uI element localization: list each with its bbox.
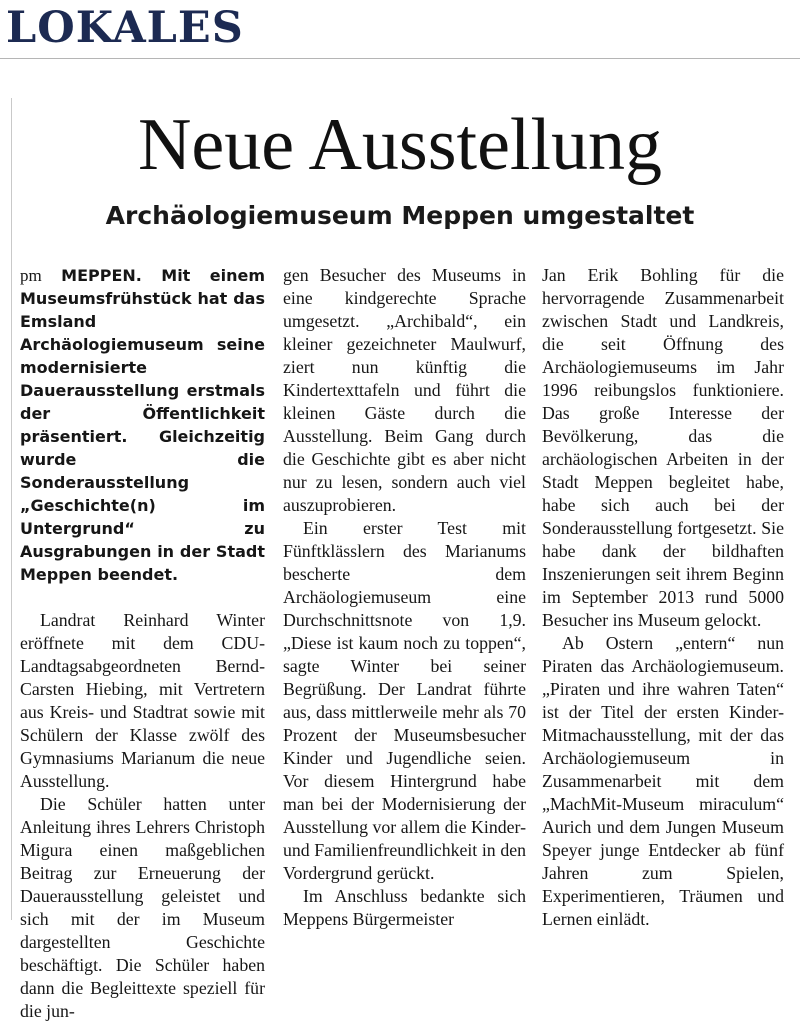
body-paragraph: Ab Ostern „entern“ nun Piraten das Archäologiemuseum. „Piraten und ihre wahren Taten“ ist der Titel der ersten Kinder-Mitmachausstellung, mit der das Archäologiemuseum in Zusammenarbeit mit dem „MachMit-Museum miraculum“ Aurich und dem Jungen Museum Speyer junge Entdecker ab fünf Jahren zum Spielen, Experimentieren, Träumen und Lernen einlädt. — [542, 633, 784, 929]
lead-paragraph — [20, 264, 265, 586]
section-divider — [0, 58, 800, 59]
body-paragraph: Ein erster Test mit Fünftklässlern des Marianums bescherte dem Archäologiemuseum eine Durchschnittsnote von 1,9. „Diese ist kaum noch zu toppen“, sagte Winter bei seiner Begrüßung. Der Landrat führte aus, dass mittlerweile mehr als 70 Prozent der Museumsbesucher Kinder und Jugendliche seien. Vor diesem Hintergrund habe man bei der Modernisierung der Ausstellung vor allem die Kinder- und Familienfreundlichkeit in den Vordergrund gerückt. — [283, 518, 526, 883]
lead-text: MEPPEN. Mit einem Museumsfrühstück hat das Emsland Archäologiemuseum seine modernisierte Dauerausstellung erstmals der Öffentlichkeit präsentiert. Gleichzeitig wurde die Sonderausstellung „Geschichte(n) im Untergrund“ zu Ausgrabungen in der Stadt Meppen beendet. — [20, 266, 265, 584]
article-column-2 — [283, 264, 526, 931]
body-paragraph: Landrat Reinhard Winter eröffnete mit dem CDU-Landtagsabgeordneten Bernd-Carsten Hiebing, mit Vertretern aus Kreis- und Stadtrat sowie mit Schülern der Klasse zwölf des Gymnasiums Marianum die neue Ausstellung. — [20, 610, 265, 791]
headline: Neue Ausstellung — [137, 104, 663, 186]
body-paragraph: Die Schüler hatten unter Anleitung ihres Lehrers Christoph Migura einen maßgeblichen Beitrag zur Erneuerung der Dauerausstellung geleistet und sich mit der im Museum dargestellten Geschichte beschäftigt. Die Schüler haben dann die Begleittexte speziell für die jun- — [20, 794, 265, 1021]
article-column-1 — [20, 264, 265, 1023]
body-paragraph: Jan Erik Bohling für die hervorragende Zusammenarbeit zwischen Stadt und Landkreis, die seit Öffnung des Archäologiemuseums im Jahr 1996 reibungslos funktioniere. Das große Interesse der Bevölkerung, das die archäologischen Arbeiten in der Stadt Meppen begleitet habe, habe sich auch bei der Sonderausstellung fortgesetzt. Sie habe dank der bildhaften Inszenierungen seit ihrem Beginn im September 2013 rund 5000 Besucher ins Museum gelockt. — [542, 265, 784, 630]
section-title: LOKALES — [6, 3, 244, 53]
subheadline: Archäologiemuseum Meppen umgestaltet — [105, 201, 695, 230]
article-column-3 — [542, 264, 784, 931]
byline: pm — [20, 266, 42, 285]
body-paragraph: Im Anschluss bedankte sich Meppens Bürgermeister — [283, 886, 526, 929]
body-paragraph: gen Besucher des Museums in eine kindgerechte Sprache umgesetzt. „Archibald“, ein kleiner gezeichneter Maulwurf, ziert nun künftig die Kindertexttafeln und führt die kleinen Gäste durch die Ausstellung. Beim Gang durch die Geschichte gibt es aber nicht nur zu lesen, sondern auch viel auszuprobieren. — [283, 265, 526, 515]
